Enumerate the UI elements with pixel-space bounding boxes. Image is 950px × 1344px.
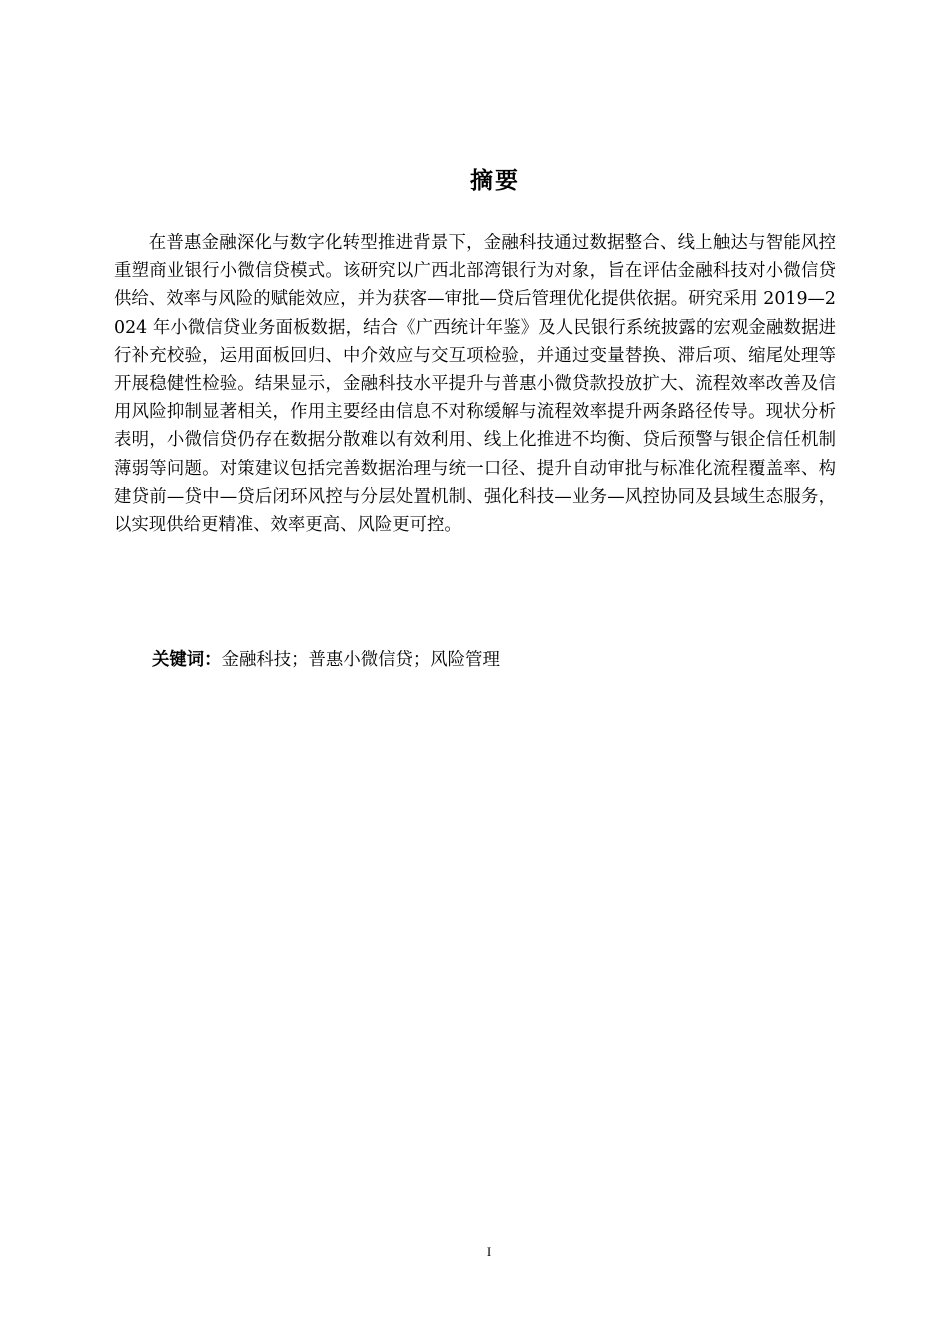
page-title: 摘要 bbox=[470, 168, 520, 194]
page-number: I bbox=[486, 1244, 492, 1259]
abstract-paragraph: 在普惠金融深化与数字化转型推进背景下，金融科技通过数据整合、线上触达与智能风控重塑商业银行小微信贷模式。该研究以广西北部湾银行为对象，旨在评估金融科技对小微信贷供给、效率与风险的赋能效应，并为获客—审批—贷后管理优化提供依据。研究采用 2019—2024 年小微信贷业务面板数据，结合《广西统计年鉴》及人民银行系统披露的宏观金融数据进行补充校验，运用面板回归、中介效应与交互项检验，并通过变量替换、滞后项、缩尾处理等开展稳健性检验。结果显示，金融科技水平提升与普惠小微贷款投放扩大、流程效率改善及信用风险抑制显著相关，作用主要经由信息不对称缓解与流程效率提升两条路径传导。现状分析表明，小微信贷仍存在数据分散难以有效利用、线上化推进不均衡、贷后预警与银企信任机制薄弱等问题。对策建议包括完善数据治理与统一口径、提升自动审批与标准化流程覆盖率、构建贷前—贷中—贷后闭环风控与分层处置机制、强化科技—业务—风控协同及县域生态服务，以实现供给更精准、效率更高、风险更可控。 bbox=[114, 233, 836, 536]
keywords-label: 关键词： bbox=[152, 650, 222, 670]
keywords-text: 金融科技；普惠小微信贷；风险管理 bbox=[221, 650, 500, 670]
keywords-line bbox=[152, 646, 836, 674]
